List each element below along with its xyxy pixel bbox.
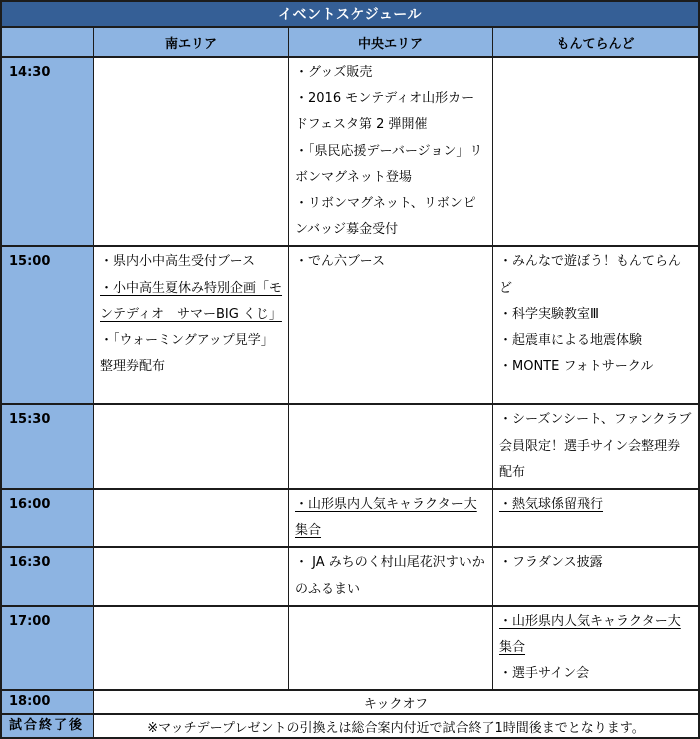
time-cell: 15:30	[2, 405, 93, 488]
merged-span-cell: キックオフ	[93, 691, 698, 713]
schedule-row	[2, 488, 698, 546]
area-cell-south	[93, 548, 288, 604]
event-item: ・小中高生夏休み特別企画「モンテディオ サマーBIG くじ」	[100, 280, 283, 322]
event-item: ・山形県内人気キャラクター大集合	[499, 613, 681, 656]
event-item: ・「県民応援デーバージョン」リボンマグネット登場	[295, 143, 483, 185]
schedule-row	[2, 56, 698, 245]
area-cell-monte	[492, 58, 698, 245]
time-cell: 15:00	[2, 247, 93, 403]
area-cell-center	[288, 548, 492, 604]
area-cell-south	[93, 607, 288, 690]
event-item: ・「ウォーミングアップ見学」整理券配布	[100, 333, 274, 375]
event-item: ・みんなで遊ぼう！もんてらんど	[499, 254, 682, 296]
area-cell-south	[93, 405, 288, 488]
area-cell-center	[288, 58, 492, 245]
event-item: ・シーズンシート、ファンクラブ会員限定！選手サイン会整理券配布	[499, 412, 692, 480]
area-cell-south	[93, 58, 288, 245]
event-item: ・山形県内人気キャラクター大集合	[295, 497, 477, 539]
schedule-row	[2, 546, 698, 604]
table-header-row	[2, 26, 698, 56]
header-cell-monteland: もんてらんど	[492, 28, 698, 56]
time-cell: 18:00	[2, 691, 93, 713]
event-item: ・グッズ販売	[295, 65, 373, 80]
area-cell-south	[93, 490, 288, 546]
area-cell-monte	[492, 548, 698, 604]
area-cell-monte	[492, 490, 698, 546]
area-cell-monte	[492, 607, 698, 690]
event-item: ・フラダンス披露	[499, 555, 603, 571]
event-item: ・熱気球係留飛行	[499, 497, 604, 513]
table-title: イベントスケジュール	[2, 2, 698, 26]
header-cell-time	[2, 28, 93, 56]
area-cell-center	[288, 247, 492, 403]
header-cell-south-area: 南エリア	[93, 28, 288, 56]
schedule-row	[2, 403, 698, 488]
event-item: ・リボンマグネット、リボンピンバッジ募金受付	[295, 196, 476, 238]
event-item: ・MONTE フォトサークル	[499, 359, 654, 375]
event-item: ・ JA みちのく村山尾花沢すいかのふるまい	[295, 555, 485, 597]
time-cell: 試合終了後	[2, 715, 93, 737]
merged-span-cell: ※マッチデープレゼントの引換えは総合案内付近で試合終了1時間後までとなります。	[93, 715, 698, 737]
area-cell-center	[288, 607, 492, 690]
area-cell-center	[288, 490, 492, 546]
area-cell-monte	[492, 247, 698, 403]
area-cell-south	[93, 247, 288, 403]
time-cell: 16:30	[2, 548, 93, 604]
area-cell-monte	[492, 405, 698, 488]
event-item: ・選手サイン会	[499, 666, 590, 682]
schedule-row	[2, 713, 698, 737]
event-item: ・でん六ブース	[295, 254, 385, 270]
event-item: ・2016 モンテディオ山形カードフェスタ第 2 弾開催	[295, 91, 475, 133]
time-cell: 16:00	[2, 490, 93, 546]
schedule-row	[2, 245, 698, 403]
time-cell: 14:30	[2, 58, 93, 245]
area-cell-center	[288, 405, 492, 488]
event-item: ・起震車による地震体験	[499, 333, 643, 349]
time-cell: 17:00	[2, 607, 93, 690]
event-item: ・県内小中高生受付ブース	[100, 254, 255, 270]
schedule-rows	[2, 56, 698, 737]
event-item: ・科学実験教室Ⅲ	[499, 306, 599, 322]
schedule-row	[2, 605, 698, 690]
header-cell-central-area: 中央エリア	[288, 28, 492, 56]
schedule-row	[2, 689, 698, 713]
